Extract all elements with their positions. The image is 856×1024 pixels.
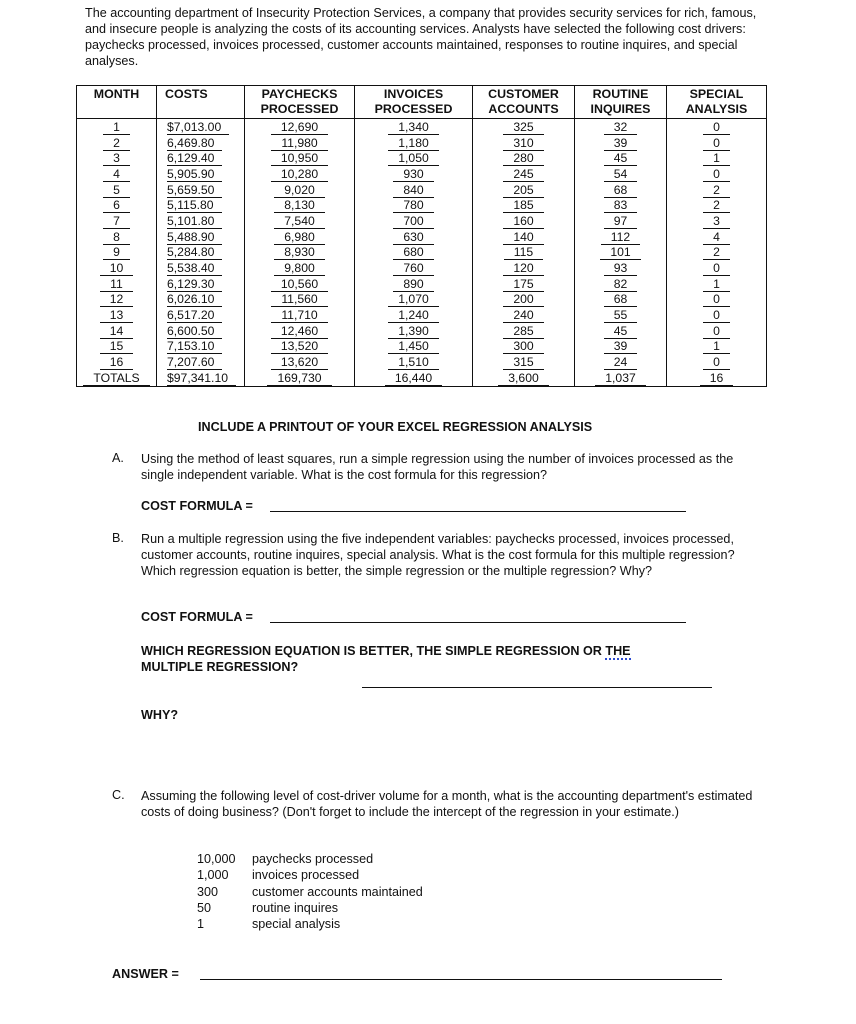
table-row — [77, 119, 767, 135]
cell-customer-accounts: 280 — [473, 150, 575, 166]
cell-customer-accounts: 300 — [473, 339, 575, 355]
cell-month: 4 — [77, 166, 157, 182]
cell-costs: 6,129.30 — [157, 276, 245, 292]
cell-invoices: 1,180 — [355, 135, 473, 151]
cell-paychecks: 9,020 — [245, 182, 355, 198]
driver-value: 1,000 — [197, 868, 229, 883]
section-a-formula-label: COST FORMULA = — [141, 499, 253, 513]
cell-customer-accounts: 115 — [473, 245, 575, 261]
cell-special-analysis: 0 — [667, 260, 767, 276]
section-a-letter: A. — [112, 451, 124, 465]
header-invoices: INVOICES PROCESSED — [355, 86, 473, 119]
cell-paychecks: 13,620 — [245, 354, 355, 370]
cell-invoices: 840 — [355, 182, 473, 198]
cell-customer-accounts: 315 — [473, 354, 575, 370]
cell-month: 5 — [77, 182, 157, 198]
cell-invoices: 700 — [355, 213, 473, 229]
section-b-question-pre: WHICH REGRESSION EQUATION IS BETTER, THE SIMPLE REGRESSION OR — [141, 644, 606, 658]
cell-invoices: 680 — [355, 245, 473, 261]
cell-paychecks: 6,980 — [245, 229, 355, 245]
header-month: MONTH — [77, 86, 157, 119]
cell-costs: 5,488.90 — [157, 229, 245, 245]
cell-costs: 5,284.80 — [157, 245, 245, 261]
section-b-question-post: MULTIPLE REGRESSION? — [141, 660, 299, 674]
cell-invoices: 1,510 — [355, 354, 473, 370]
cell-invoices: 1,070 — [355, 292, 473, 308]
table-row — [77, 197, 767, 213]
cell-special-analysis: 0 — [667, 354, 767, 370]
cell-paychecks: 7,540 — [245, 213, 355, 229]
cell-costs: 6,469.80 — [157, 135, 245, 151]
cell-routine-inquires: 83 — [575, 197, 667, 213]
cell-invoices: 890 — [355, 276, 473, 292]
cell-paychecks: 12,690 — [245, 119, 355, 135]
cell-paychecks: 8,930 — [245, 245, 355, 261]
cell-routine-inquires: 24 — [575, 354, 667, 370]
cell-customer-accounts: 285 — [473, 323, 575, 339]
driver-label: paychecks processed — [252, 852, 374, 866]
cell-customer-accounts: 200 — [473, 292, 575, 308]
section-b-letter: B. — [112, 531, 124, 545]
table-header-row — [77, 86, 767, 119]
section-b-why-label: WHY? — [141, 708, 179, 722]
cell-paychecks: 11,710 — [245, 307, 355, 323]
cell-month: 11 — [77, 276, 157, 292]
cell-special-analysis: 16 — [667, 370, 767, 386]
header-routine-inquires: ROUTINE INQUIRES — [575, 86, 667, 119]
section-c-text: Assuming the following level of cost-driver volume for a month, what is the accounting department's estimated costs of doing business? (Don't forget to include the intercept of the regression in your estimate.) — [141, 789, 753, 819]
driver-value: 10,000 — [197, 852, 236, 866]
cell-invoices: 630 — [355, 229, 473, 245]
cell-month: 1 — [77, 119, 157, 135]
cell-special-analysis: 2 — [667, 197, 767, 213]
table-row — [77, 276, 767, 292]
table-row — [77, 229, 767, 245]
cell-paychecks: 10,560 — [245, 276, 355, 292]
table-row — [77, 260, 767, 276]
cell-customer-accounts: 185 — [473, 197, 575, 213]
cell-routine-inquires: 1,037 — [575, 370, 667, 386]
driver-label: special analysis — [252, 917, 341, 932]
cost-driver-table — [76, 85, 767, 387]
cell-paychecks: 169,730 — [245, 370, 355, 386]
cell-paychecks: 13,520 — [245, 339, 355, 355]
cell-routine-inquires: 93 — [575, 260, 667, 276]
cell-paychecks: 9,800 — [245, 260, 355, 276]
cell-invoices: 1,390 — [355, 323, 473, 339]
cell-customer-accounts: 120 — [473, 260, 575, 276]
cell-special-analysis: 2 — [667, 245, 767, 261]
cell-special-analysis: 1 — [667, 276, 767, 292]
header-paychecks: PAYCHECKS PROCESSED — [245, 86, 355, 119]
cell-customer-accounts: 140 — [473, 229, 575, 245]
cell-invoices: 16,440 — [355, 370, 473, 386]
cell-month: 7 — [77, 213, 157, 229]
cell-routine-inquires: 39 — [575, 339, 667, 355]
section-b-better-answer-line[interactable] — [362, 687, 712, 688]
cell-costs: 5,538.40 — [157, 260, 245, 276]
header-costs: COSTS — [157, 86, 245, 119]
cell-customer-accounts: 205 — [473, 182, 575, 198]
driver-value: 1 — [197, 917, 205, 932]
cell-routine-inquires: 101 — [575, 245, 667, 261]
driver-label: routine inquires — [252, 900, 339, 915]
table-row — [77, 307, 767, 323]
cell-costs: 5,905.90 — [157, 166, 245, 182]
cell-month: 2 — [77, 135, 157, 151]
cell-routine-inquires: 54 — [575, 166, 667, 182]
cell-invoices: 760 — [355, 260, 473, 276]
cell-special-analysis: 0 — [667, 292, 767, 308]
driver-value: 300 — [197, 884, 219, 899]
cell-paychecks: 11,560 — [245, 292, 355, 308]
cell-invoices: 1,050 — [355, 150, 473, 166]
driver-label: invoices processed — [252, 868, 360, 883]
cell-costs: 6,129.40 — [157, 150, 245, 166]
section-a-text: Using the method of least squares, run a simple regression using the number of invoices processed as the single independent variable. What is the cost formula for this regression? — [141, 452, 734, 482]
table-row — [77, 182, 767, 198]
cell-costs: $7,013.00 — [157, 119, 245, 135]
table-body — [77, 119, 767, 387]
intro-paragraph: The accounting department of Insecurity Protection Services, a company that provides security services for rich, famous, and insecure people is analyzing the costs of its accounting services. Analysts have selected the following cost drivers: paychecks processed, invoices processed, customer accounts maintained, responses to routine inquires, and special analyses. — [85, 6, 757, 68]
table-row — [77, 354, 767, 370]
printout-note: INCLUDE A PRINTOUT OF YOUR EXCEL REGRESSION ANALYSIS — [198, 420, 593, 434]
cell-paychecks: 8,130 — [245, 197, 355, 213]
cell-special-analysis: 0 — [667, 119, 767, 135]
cell-customer-accounts: 325 — [473, 119, 575, 135]
cell-routine-inquires: 45 — [575, 323, 667, 339]
cell-costs: 7,207.60 — [157, 354, 245, 370]
cell-paychecks: 10,950 — [245, 150, 355, 166]
section-c-answer-line[interactable] — [200, 979, 722, 980]
section-c-answer-label: ANSWER = — [112, 967, 179, 981]
cell-special-analysis: 2 — [667, 182, 767, 198]
cell-invoices: 1,450 — [355, 339, 473, 355]
section-b-text: Run a multiple regression using the five independent variables: paychecks processed, invoices processed, customer accounts, routine inquires, special analysis. What is the cost formula for this multiple regression? Which regression equation is better, the simple regression or the multiple regression? Why? — [141, 532, 735, 578]
cell-month: 9 — [77, 245, 157, 261]
driver-value: 50 — [197, 900, 212, 915]
cell-month: 16 — [77, 354, 157, 370]
cell-special-analysis: 3 — [667, 213, 767, 229]
cell-paychecks: 12,460 — [245, 323, 355, 339]
cell-month: 3 — [77, 150, 157, 166]
cell-routine-inquires: 55 — [575, 307, 667, 323]
cell-invoices: 780 — [355, 197, 473, 213]
table-row — [77, 213, 767, 229]
cell-routine-inquires: 82 — [575, 276, 667, 292]
cell-special-analysis: 0 — [667, 135, 767, 151]
table-row — [77, 135, 767, 151]
cell-special-analysis: 1 — [667, 339, 767, 355]
table-row — [77, 166, 767, 182]
cell-costs: 6,517.20 — [157, 307, 245, 323]
cell-month: 15 — [77, 339, 157, 355]
section-a-answer-line[interactable] — [270, 511, 686, 512]
cell-customer-accounts: 175 — [473, 276, 575, 292]
cell-costs: 5,115.80 — [157, 197, 245, 213]
table-row — [77, 150, 767, 166]
cell-routine-inquires: 39 — [575, 135, 667, 151]
cell-costs: 5,101.80 — [157, 213, 245, 229]
header-customer-accounts: CUSTOMER ACCOUNTS — [473, 86, 575, 119]
table-row — [77, 323, 767, 339]
cell-special-analysis: 1 — [667, 150, 767, 166]
section-c-letter: C. — [112, 788, 125, 802]
table-row — [77, 339, 767, 355]
cell-invoices: 1,240 — [355, 307, 473, 323]
cell-customer-accounts: 245 — [473, 166, 575, 182]
cell-month: 14 — [77, 323, 157, 339]
cell-customer-accounts: 310 — [473, 135, 575, 151]
totals-row — [77, 370, 767, 386]
cell-routine-inquires: 68 — [575, 182, 667, 198]
cell-invoices: 930 — [355, 166, 473, 182]
section-b-question — [141, 643, 711, 675]
cell-customer-accounts: 240 — [473, 307, 575, 323]
section-b-formula-answer-line[interactable] — [270, 622, 686, 623]
section-b-formula-label: COST FORMULA = — [141, 610, 253, 624]
cell-month: 6 — [77, 197, 157, 213]
cell-customer-accounts: 3,600 — [473, 370, 575, 386]
cell-month: TOTALS — [77, 370, 157, 386]
driver-label: customer accounts maintained — [252, 884, 423, 899]
cell-month: 12 — [77, 292, 157, 308]
table-row — [77, 245, 767, 261]
cell-special-analysis: 4 — [667, 229, 767, 245]
cell-month: 10 — [77, 260, 157, 276]
cell-costs: 6,026.10 — [157, 292, 245, 308]
cell-routine-inquires: 32 — [575, 119, 667, 135]
cell-special-analysis: 0 — [667, 323, 767, 339]
header-special-analysis: SPECIAL ANALYSIS — [667, 86, 767, 119]
cell-routine-inquires: 112 — [575, 229, 667, 245]
cell-costs: $97,341.10 — [157, 370, 245, 386]
section-b-question-the: THE — [605, 644, 631, 658]
cell-invoices: 1,340 — [355, 119, 473, 135]
cell-month: 8 — [77, 229, 157, 245]
cell-customer-accounts: 160 — [473, 213, 575, 229]
cell-month: 13 — [77, 307, 157, 323]
cell-costs: 6,600.50 — [157, 323, 245, 339]
cell-paychecks: 11,980 — [245, 135, 355, 151]
cell-routine-inquires: 45 — [575, 150, 667, 166]
cell-routine-inquires: 68 — [575, 292, 667, 308]
cell-special-analysis: 0 — [667, 307, 767, 323]
cell-costs: 5,659.50 — [157, 182, 245, 198]
cell-paychecks: 10,280 — [245, 166, 355, 182]
cell-routine-inquires: 97 — [575, 213, 667, 229]
table-row — [77, 292, 767, 308]
cell-costs: 7,153.10 — [157, 339, 245, 355]
cell-special-analysis: 0 — [667, 166, 767, 182]
